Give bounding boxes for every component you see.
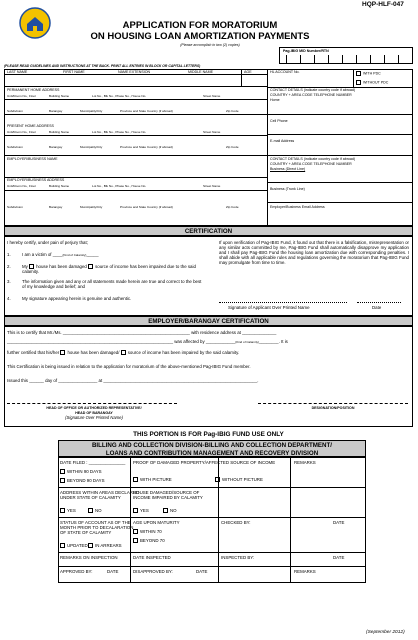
without-pdc-option[interactable]: WITHOUT PDC bbox=[356, 80, 388, 85]
with-pdc-option[interactable]: WITH PDC bbox=[356, 71, 381, 76]
applicant-name-field[interactable] bbox=[5, 75, 240, 85]
emp-addr-building: Building Name bbox=[49, 184, 70, 188]
certification-header: CERTIFICATION bbox=[4, 226, 413, 236]
business-direct-field[interactable] bbox=[268, 172, 412, 181]
house-damaged-label: HOUSE DAMAGED/SOURCE OF INCOME IMPAIRED BY CALAMITY bbox=[133, 490, 203, 500]
disapproved-by-label[interactable]: DISAPPROVED BY: bbox=[133, 569, 173, 574]
perm-addr-street: Street Name bbox=[203, 94, 221, 98]
form-edition: (September 2012) bbox=[366, 630, 405, 635]
employer-cert-line4[interactable]: Issued this ______ day of ________________ at _______________________________________________________________. bbox=[7, 378, 259, 383]
cell-phone-field[interactable] bbox=[268, 124, 412, 133]
cert-item3-number: 3. bbox=[7, 279, 11, 284]
disapproved-date-label[interactable]: DATE bbox=[196, 569, 208, 574]
employer-address-field[interactable] bbox=[5, 191, 266, 203]
copies-note: (Please accomplish in two (2) copies) bbox=[180, 43, 240, 47]
contact-country-code: COUNTRY + AREA CODE TELEPHONE NUMBER bbox=[270, 93, 352, 97]
employer-name-label: EMPLOYER/BUSINESS NAME bbox=[7, 157, 58, 161]
pres-addr-building: Building Name bbox=[49, 130, 70, 134]
division-header: BILLING AND COLLECTION DIVISION-BILLING AND COLLECTION DEPARTMENT/ LOANS AND CONTRIBUTION MANAGEMENT AND RECOVERY DIVISION bbox=[58, 440, 366, 457]
emp-addr-city: Municipality/City bbox=[80, 205, 103, 209]
age-upon-maturity-label: AGE UPON MATURITY bbox=[133, 520, 180, 525]
emp-addr-barangay: Barangay bbox=[49, 205, 63, 209]
perm-addr-building: Building Name bbox=[49, 94, 70, 98]
business-trunk-label: Business (Trunk Line) bbox=[270, 187, 305, 191]
perm-addr-barangay: Barangay bbox=[49, 109, 63, 113]
business-direct-label: Business (Direct Line) bbox=[270, 167, 306, 171]
email-label: E-mail Address bbox=[270, 139, 295, 143]
header-first-name: FIRST NAME bbox=[63, 70, 85, 74]
in-arrears-option[interactable]: IN ARREARS bbox=[88, 543, 122, 548]
remarks-inspection-label[interactable]: REMARKS ON INSPECTION bbox=[60, 555, 118, 560]
form-code: HQP-HLF-047 bbox=[362, 1, 404, 8]
employer-cert-line2: further certified that his/her house has been damaged/ source of income has been impaired by the said calamity. bbox=[7, 350, 240, 355]
mid-number-label: Pag-IBIG MID Number/RTN bbox=[283, 49, 329, 53]
emp-addr-lot: Lot No., Blk No., Phase No., House No. bbox=[92, 184, 147, 188]
form-title-line2: ON HOUSING LOAN AMORTIZATION PAYMENTS bbox=[90, 31, 310, 42]
header-age: AGE bbox=[244, 70, 252, 74]
employer-name-field[interactable] bbox=[5, 162, 266, 176]
damaged-no-checkbox[interactable] bbox=[163, 508, 168, 513]
status-account-label: STATUS OF ACCOUNT AS OF THE MONTH PRIOR TO DECALARATION OF STATE OF CALAMITY bbox=[60, 520, 134, 535]
pres-addr-city: Municipality/City bbox=[80, 145, 103, 149]
employer-cert-header: EMPLOYER/BARANGAY CERTIFICATION bbox=[4, 316, 413, 326]
inspected-by-label[interactable]: INSPECTED BY: bbox=[221, 555, 255, 560]
pres-addr-zip: Zip Code bbox=[226, 145, 239, 149]
cert-item3: The information given and any or all statements made herein are true and correct to the best of my knowledge and belief; and bbox=[22, 279, 202, 289]
email-field[interactable] bbox=[268, 144, 412, 154]
cell-phone-label: Cell Phone bbox=[270, 119, 288, 123]
guidelines-note: (PLEASE READ GUIDELINES AND INSTRUCTIONS AT THE BACK. PRINT ALL ENTRIES IN BLOCK OR CAPITAL LETTERS) bbox=[4, 64, 201, 68]
within-70-option[interactable]: WITHIN 70 bbox=[133, 529, 162, 534]
employer-contact-title: CONTACT DETAILS (indicate country code if abroad) bbox=[270, 157, 356, 161]
emp-addr-subdivision: Subdivision bbox=[7, 205, 23, 209]
without-pdc-checkbox[interactable] bbox=[356, 80, 361, 85]
fund-use-banner: THIS PORTION IS FOR Pag-IBIG FUND USE ONLY bbox=[133, 431, 284, 438]
employer-cert-line1b[interactable]: ____________________________________________________________________ was affected by ____________(Kind of Calamity)________. It is bbox=[7, 339, 288, 344]
checked-by-label[interactable]: CHECKED BY: bbox=[221, 520, 251, 525]
contact-title: CONTACT DETAILS (indicate country code if abroad) bbox=[270, 88, 356, 92]
emp-addr-province: Province and State Country (if abroad) bbox=[120, 205, 173, 209]
designation-label[interactable]: DESIGNATION/POSITION bbox=[311, 406, 355, 410]
cert-item4: My signature appearing herein is genuine and authentic. bbox=[22, 296, 132, 301]
home-phone-field[interactable] bbox=[268, 103, 412, 113]
with-picture-option[interactable]: WITH PICTURE bbox=[133, 477, 172, 482]
business-trunk-field[interactable] bbox=[268, 192, 412, 201]
certification-intro: I hereby certify, under pain of perjury that; bbox=[7, 240, 88, 245]
hl-account-label: HL ACCOUNT No. bbox=[270, 70, 300, 74]
pres-addr-street: Street Name bbox=[203, 130, 221, 134]
present-address-label: PRESENT HOME ADDRESS bbox=[7, 124, 54, 128]
cert-item1-number: 1. bbox=[7, 252, 11, 257]
date-filed-field[interactable]: DATE FILED : _______________ bbox=[60, 460, 126, 465]
within-90-checkbox[interactable] bbox=[60, 469, 65, 474]
employer-house-damaged-checkbox[interactable] bbox=[60, 350, 65, 355]
applicant-signature-label[interactable]: Signature of Applicant Over Printed Name bbox=[228, 305, 310, 310]
perm-addr-province: Province and State Country (if abroad) bbox=[120, 109, 173, 113]
in-arrears-checkbox[interactable] bbox=[88, 543, 93, 548]
with-pdc-checkbox[interactable] bbox=[356, 71, 361, 76]
header-name-extension: NAME EXTENSION bbox=[118, 70, 151, 74]
employer-email-field[interactable] bbox=[268, 210, 412, 224]
updated-option[interactable]: UPDATED bbox=[60, 543, 88, 548]
employer-cert-line1a[interactable]: This is to certify that Mr./Ms. ____________________________________________________ with residence address at ______________ bbox=[7, 330, 277, 335]
beyond-90-option[interactable]: BEYOND 90 DAYS bbox=[60, 478, 105, 483]
final-remarks-label[interactable]: REMARKS bbox=[294, 569, 316, 574]
applicant-date-label[interactable]: Date bbox=[372, 305, 382, 310]
without-picture-option[interactable]: WITHOUT PICTURE bbox=[215, 477, 263, 482]
perm-addr-city: Municipality/City bbox=[80, 109, 103, 113]
damaged-no-option[interactable]: NO bbox=[163, 508, 177, 513]
age-field[interactable] bbox=[242, 75, 266, 85]
head-of-barangay-label: HEAD OF BARANGAY bbox=[75, 411, 113, 415]
damaged-yes-option[interactable]: YES bbox=[133, 508, 149, 513]
pres-addr-subdivision: Subdivision bbox=[7, 145, 23, 149]
address-no-checkbox[interactable] bbox=[88, 508, 93, 513]
perm-addr-subdivision: Subdivision bbox=[7, 109, 23, 113]
with-picture-checkbox[interactable] bbox=[133, 477, 138, 482]
cert-item2-number: 2. bbox=[7, 264, 11, 269]
pag-ibig-logo bbox=[19, 7, 51, 39]
without-picture-checkbox[interactable] bbox=[215, 477, 220, 482]
within-70-checkbox[interactable] bbox=[133, 529, 138, 534]
employer-cert-line3: This Certification is being issued in relation to the application for moratorium of the above-mentioned Pag-IBIG Fund member. bbox=[7, 364, 251, 369]
permanent-address-label: PERMANENT HOME ADDRESS bbox=[7, 88, 60, 92]
beyond-90-checkbox[interactable] bbox=[60, 478, 65, 483]
signature-over-name-label: (Signature Over Printed Name) bbox=[65, 415, 123, 420]
cert-item1[interactable]: I am a victim of ____(Kind of Calamity)_____ bbox=[22, 252, 99, 257]
permanent-address-field[interactable] bbox=[5, 100, 266, 108]
form-title-line1: APPLICATION FOR MORATORIUM bbox=[122, 20, 278, 31]
pres-addr-unit: Unit/Room No., Floor bbox=[7, 130, 37, 134]
perm-addr-lot: Lot No., Blk No., Phase No., House No. bbox=[92, 94, 147, 98]
cert-right-text: If upon verification of Pag-IBIG Fund, it found out that there is a falsification, misrepresentation or any similar acts committed by me, Pag-IBIG Fund shall automatically disapprove my application and I shall pay Pag-IBIG Fund the housing loan amortization due with corresponding penalties. I shall abide with all applicable rules and regulations governing the moratorium that Pag-IBIG Fund may promulgate from time to time. bbox=[219, 240, 409, 265]
checked-date-label[interactable]: DATE bbox=[333, 520, 345, 525]
pres-addr-lot: Lot No., Blk No., Phase No., House No. bbox=[92, 130, 147, 134]
approved-date-label[interactable]: DATE bbox=[107, 569, 119, 574]
employer-income-impaired-checkbox[interactable] bbox=[121, 350, 126, 355]
inspected-date-label[interactable]: DATE bbox=[333, 555, 345, 560]
address-yes-option[interactable]: YES bbox=[60, 508, 76, 513]
proof-title: PROOF OF DAMAGED PROPERTY/AFFECTED SOURCE OF INCOME bbox=[133, 460, 276, 465]
perm-addr-unit: Unit/Room No., Floor bbox=[7, 94, 37, 98]
emp-addr-unit: Unit/Room No., Floor bbox=[7, 184, 37, 188]
damaged-yes-checkbox[interactable] bbox=[133, 508, 138, 513]
within-90-option[interactable]: WITHIN 90 DAYS bbox=[60, 469, 102, 474]
date-inspected-label[interactable]: DATE INSPECTED bbox=[133, 555, 171, 560]
beyond-70-checkbox[interactable] bbox=[133, 538, 138, 543]
emp-addr-zip: Zip Code bbox=[226, 205, 239, 209]
mid-number-box[interactable] bbox=[279, 47, 413, 64]
address-within-label: ADDRESS WITHIN AREAS DECLARED UNDER STATE OF CALAMITY bbox=[60, 490, 140, 500]
updated-checkbox[interactable] bbox=[60, 543, 65, 548]
present-address-field[interactable] bbox=[5, 136, 266, 144]
header-last-name: LAST NAME bbox=[7, 70, 28, 74]
employer-address-label: EMPLOYER/BUSINESS ADDRESS bbox=[7, 178, 65, 182]
employer-country-code: COUNTRY + AREA CODE TELEPHONE NUMBER bbox=[270, 162, 352, 166]
approved-by-label[interactable]: APPROVED BY: bbox=[60, 569, 93, 574]
cert-item2: My house has been damaged source of income has been impaired due to the said calamity. bbox=[22, 264, 196, 275]
address-yes-checkbox[interactable] bbox=[60, 508, 65, 513]
header-middle-name: MIDDLE NAME bbox=[188, 70, 213, 74]
home-phone-label: Home bbox=[270, 98, 280, 102]
pres-addr-province: Province and State Country (if abroad) bbox=[120, 145, 173, 149]
pres-addr-barangay: Barangay bbox=[49, 145, 63, 149]
address-no-option[interactable]: NO bbox=[88, 508, 102, 513]
cert-item4-number: 4. bbox=[7, 296, 11, 301]
emp-addr-street: Street Name bbox=[203, 184, 221, 188]
calamity-note: (Kind of Calamity) bbox=[62, 253, 87, 257]
income-impaired-checkbox[interactable] bbox=[88, 264, 93, 269]
beyond-70-option[interactable]: BEYOND 70 bbox=[133, 538, 165, 543]
remarks-label[interactable]: REMARKS bbox=[294, 460, 316, 465]
perm-addr-zip: Zip Code bbox=[226, 109, 239, 113]
head-of-office-label[interactable]: HEAD OF OFFICE OR AUTHORIZED REPRESENTATIVE/ bbox=[46, 406, 142, 410]
employer-email-label: Employer/Business Email Address bbox=[270, 205, 325, 209]
